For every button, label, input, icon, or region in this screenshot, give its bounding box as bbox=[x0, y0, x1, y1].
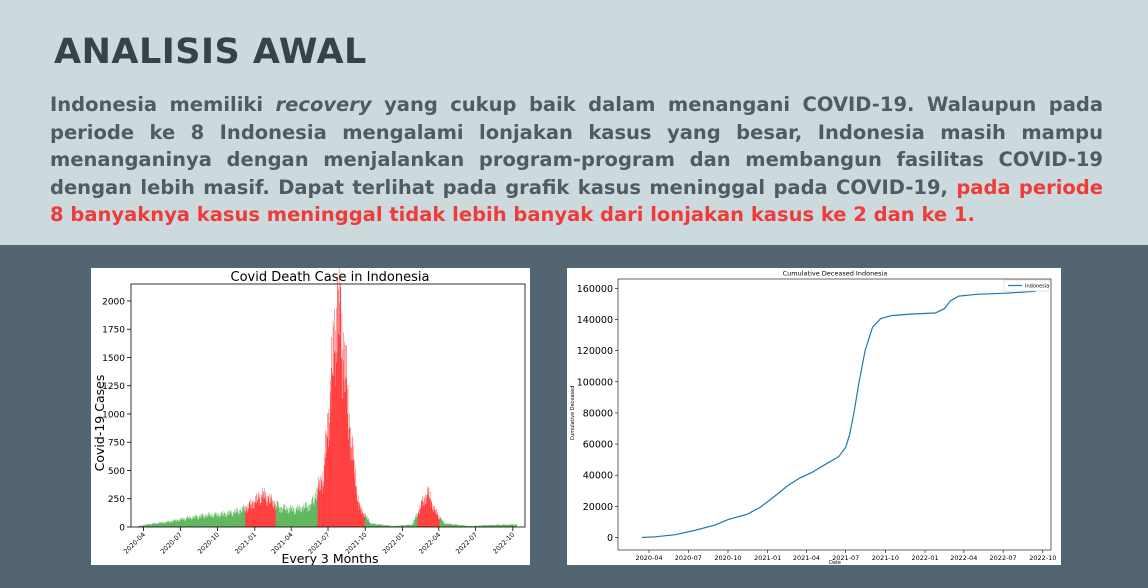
x-tick-label: 2022-04 bbox=[417, 530, 443, 556]
series-line-indonesia bbox=[642, 291, 1036, 537]
x-tick-label: 2021-01 bbox=[754, 554, 782, 562]
y-tick-label: 250 bbox=[107, 495, 125, 506]
header-panel bbox=[0, 0, 1148, 245]
y-tick-label: 1500 bbox=[102, 353, 125, 364]
y-axis-label: Covid-19 Cases bbox=[92, 374, 107, 472]
x-axis-label: Every 3 Months bbox=[281, 551, 379, 565]
x-tick-label: 2022-01 bbox=[380, 530, 406, 556]
y-tick-label: 60000 bbox=[582, 439, 613, 451]
x-tick-label: 2021-10 bbox=[871, 554, 899, 562]
cumulative-deceased-line-chart bbox=[567, 268, 1061, 565]
death-case-bar-chart bbox=[91, 268, 530, 565]
cumulative-deceased-chart-panel bbox=[567, 268, 1061, 565]
paragraph-highlight: pada periode 8 banyaknya kasus meninggal tidak lebih banyak dari lonjakan kasus ke 2 dan ke 1. bbox=[50, 175, 1103, 226]
x-tick-label: 2021-01 bbox=[233, 530, 259, 556]
chart-title: Covid Death Case in Indonesia bbox=[230, 270, 430, 285]
x-tick-label: 2020-04 bbox=[122, 530, 147, 556]
x-tick-label: 2020-07 bbox=[674, 554, 702, 562]
x-tick-label: 2020-10 bbox=[196, 530, 221, 556]
x-tick-label: 2022-07 bbox=[989, 554, 1017, 562]
paragraph-text-1: Indonesia memiliki bbox=[50, 93, 276, 116]
y-tick-label: 750 bbox=[107, 438, 125, 449]
y-tick-label: 40000 bbox=[582, 470, 613, 482]
paragraph-text-2: yang cukup baik dalam menangani COVID-19. Walaupun pada periode ke 8 Indonesia mengalami lonjakan kasus yang besar, Indonesia masih mampu menanganinya dengan menjalankan program-program dan membangun fasilitas COVID-19 dengan lebih masif. Dapat terlihat pada grafik kasus meninggal pada COVID-19, bbox=[50, 93, 1103, 199]
y-tick-label: 2000 bbox=[102, 297, 125, 308]
x-tick-label: 2020-10 bbox=[714, 554, 742, 562]
y-tick-label: 0 bbox=[606, 533, 613, 545]
x-tick-label: 2022-07 bbox=[454, 530, 480, 556]
y-tick-label: 100000 bbox=[576, 377, 613, 389]
x-tick-label: 2021-07 bbox=[832, 554, 860, 562]
x-tick-label: 2022-10 bbox=[1029, 554, 1057, 562]
x-tick-label: 2021-04 bbox=[269, 530, 295, 556]
x-tick-label: 2022-04 bbox=[950, 554, 978, 562]
death-case-chart-panel bbox=[91, 268, 530, 565]
y-tick-label: 1750 bbox=[102, 325, 125, 336]
y-tick-label: 1250 bbox=[102, 382, 125, 393]
y-tick-label: 80000 bbox=[582, 408, 613, 420]
x-tick-label: 2020-04 bbox=[635, 554, 663, 562]
y-tick-label: 160000 bbox=[576, 283, 613, 295]
legend bbox=[1004, 280, 1049, 291]
legend-label: Indonesia bbox=[1025, 283, 1050, 290]
y-tick-label: 140000 bbox=[576, 314, 613, 326]
y-tick-label: 120000 bbox=[576, 346, 613, 358]
x-tick-label: 2021-07 bbox=[306, 530, 332, 556]
x-tick-label: 2022-01 bbox=[911, 554, 939, 562]
x-axis-label: Date bbox=[829, 560, 841, 565]
x-tick-label: 2022-10 bbox=[491, 530, 517, 556]
x-tick-label: 2021-04 bbox=[792, 554, 821, 562]
y-tick-label: 20000 bbox=[582, 501, 613, 513]
slide-title: ANALISIS AWAL bbox=[54, 32, 367, 72]
x-tick-label: 2021-10 bbox=[343, 530, 369, 556]
y-tick-label: 500 bbox=[107, 466, 125, 477]
y-tick-label: 1000 bbox=[102, 410, 125, 421]
y-tick-label: 0 bbox=[119, 523, 125, 534]
y-axis-label: Cumulative Deceased bbox=[570, 385, 576, 441]
paragraph-italic-recovery: recovery bbox=[275, 93, 372, 116]
x-tick-label: 2020-07 bbox=[158, 530, 184, 556]
plot-frame bbox=[618, 279, 1051, 550]
description-paragraph bbox=[50, 91, 1103, 229]
chart-title: Cumulative Deceased Indonesia bbox=[782, 269, 888, 278]
